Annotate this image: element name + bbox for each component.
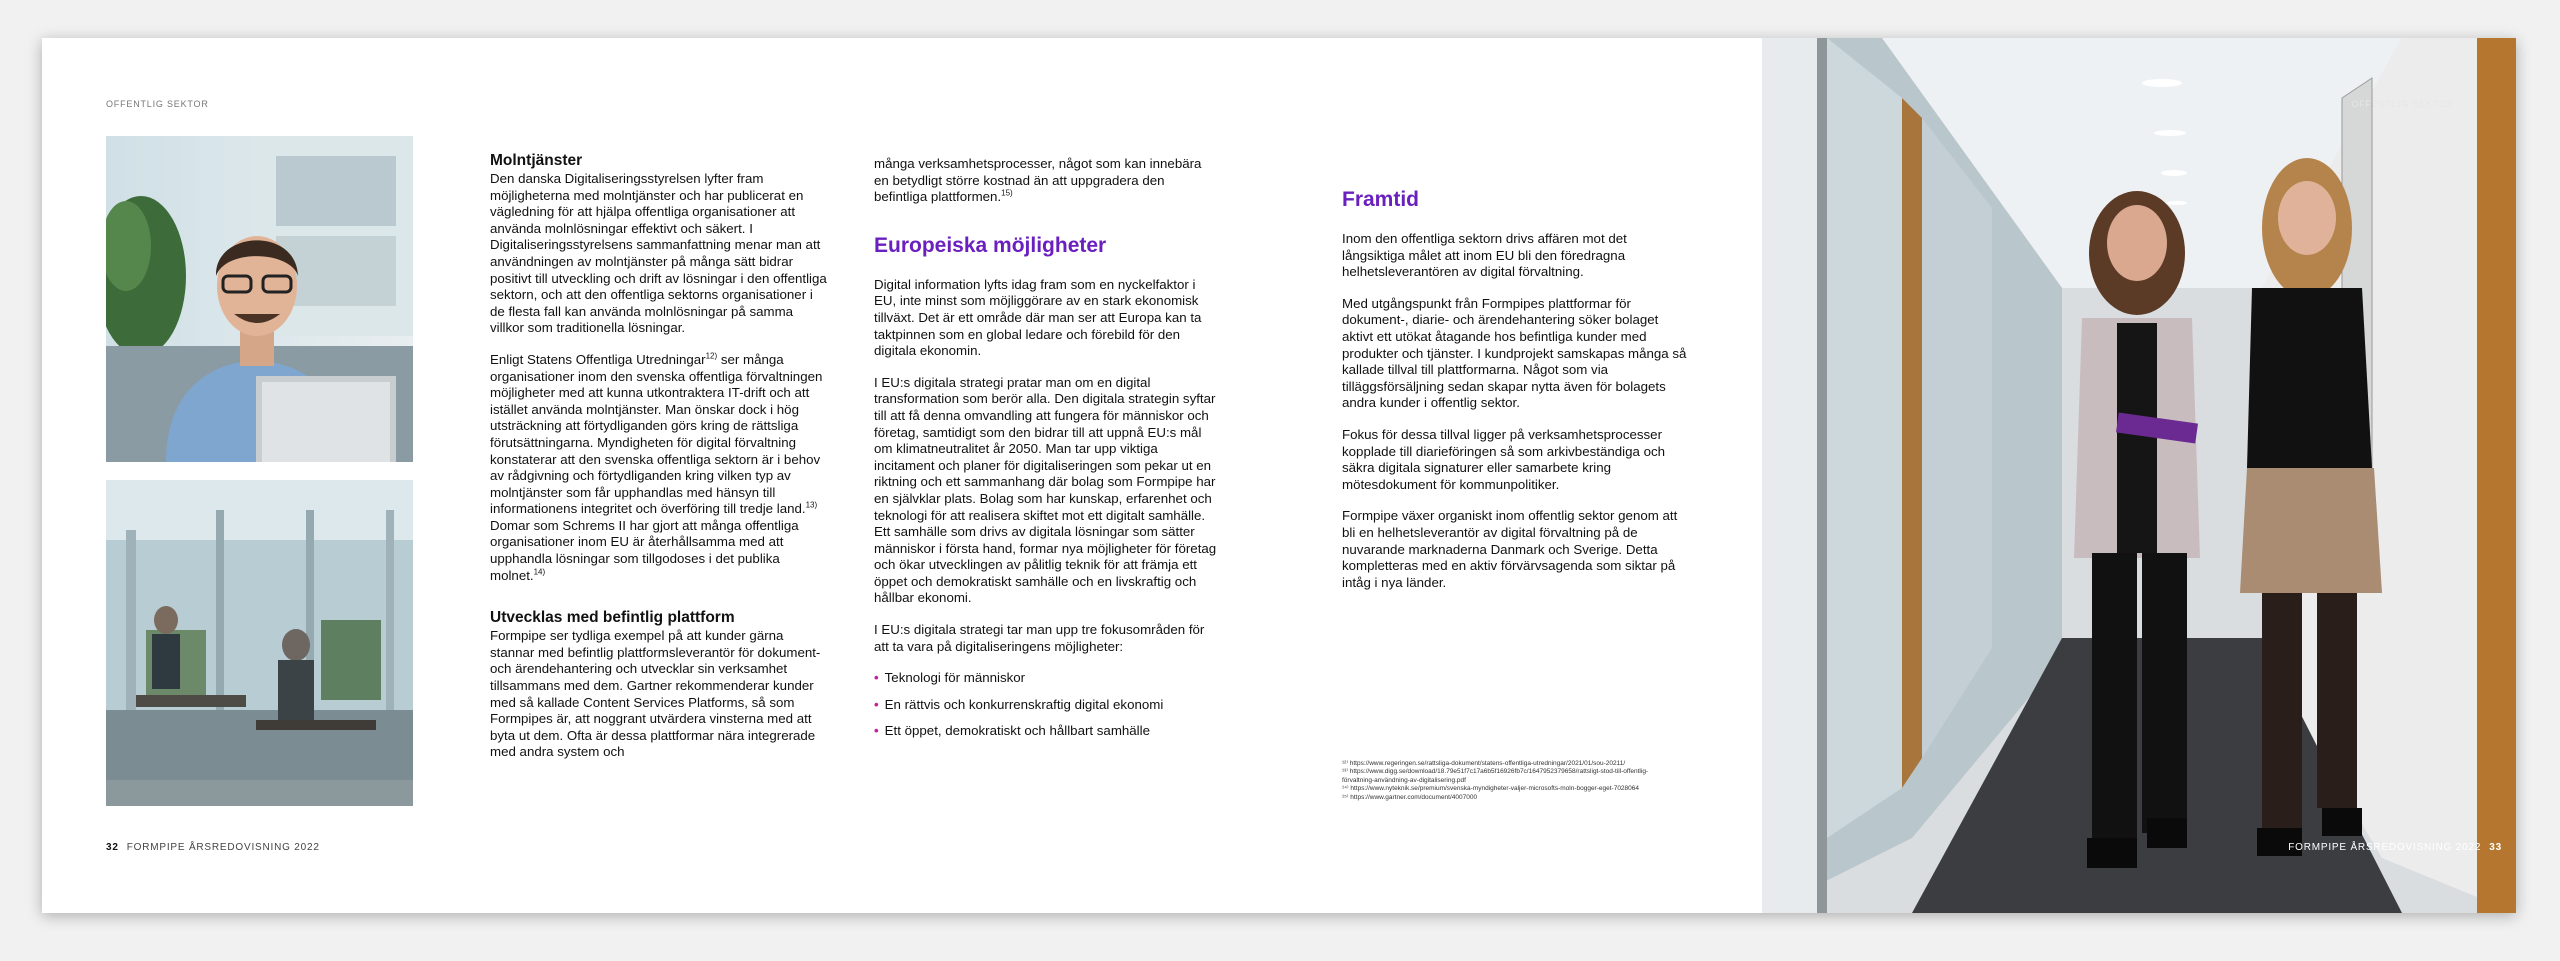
photo-office-glass bbox=[106, 480, 413, 806]
footer-right bbox=[2288, 842, 2502, 853]
photo-man-laptop bbox=[106, 136, 413, 462]
footnote: ¹³⁾ https://www.digg.se/download/18.79e51f7c17a6b5f16926fb7c/1647952379658/rattsligt-stod-till-offentlig- bbox=[1342, 768, 1649, 776]
section-tag-right: OFFENTLIG SEKTOR bbox=[2351, 99, 2454, 109]
list-item: • Teknologi för människor bbox=[874, 670, 1026, 686]
footer-title: FORMPIPE ÅRSREDOVISNING 2022 bbox=[126, 842, 320, 853]
footnote: ¹⁵⁾ https://www.gartner.com/document/4007000 bbox=[1342, 793, 1478, 801]
paragraph: Digital information lyfts idag fram som en nyckelfaktor i EU, inte minst som möjliggörare av en stark ekonomisk tillväxt. Det är ett område där man ser att Europa kan ta taktpinnen som en global ledare och förebild för den digitala ekonomin. bbox=[874, 276, 1202, 359]
list-item: • En rättvis och konkurrenskraftig digital ekonomi bbox=[874, 696, 1164, 712]
paragraph: Fokus för dessa tillval ligger på verksamhetsprocesser kopplade till diarieföringen så som arkivbeständiga och säkra digitala signaturer eller samarbete kring mötesdokument för kommunpolitiker. bbox=[1342, 426, 1666, 492]
heading-utvecklas: Utvecklas med befintlig plattform bbox=[490, 609, 735, 627]
footnotes bbox=[1342, 760, 1672, 802]
footnote: ¹²⁾ https://www.regeringen.se/rattsliga-dokument/statens-offentliga-utredningar/2021/01/sou-20211/ bbox=[1342, 760, 1626, 767]
footnote-ref: 15) bbox=[1001, 188, 1013, 198]
paragraph: många verksamhetsprocesser, något som kan innebära en betydligt större kostnad än att uppgradera den befintliga plattformen.$^{15)}$ bbox=[874, 156, 1202, 205]
footnote: förvaltning-användning-av-digitalisering.pdf bbox=[1342, 776, 1466, 784]
footnote-ref: 13) bbox=[805, 500, 818, 510]
paragraph: Med utgångspunkt från Formpipes plattformar för dokument-, diarie- och ärendehantering söker bolaget aktivt ett utökat åtagande hos befintliga kunder med produkter och tjänster. I kundprojekt samskapas många så kallade tillval till plattformarna. Något som via tilläggsförsäljning sedan skapar nytta även för bolagets andra kunder i offentlig sektor. bbox=[1342, 295, 1687, 411]
section-tag: OFFENTLIG SEKTOR bbox=[106, 99, 209, 109]
photo-two-women-corridor bbox=[1762, 38, 2516, 913]
heading-europeiska: Europeiska möjligheter bbox=[874, 233, 1107, 257]
paragraph: Formpipe växer organiskt inom offentlig sektor genom att bli en helhetsleverantör av digital förvaltning på de nuvarande marknaderna Danmark och Sverige. Detta kompletteras med en aktiv förvärvsagenda som siktar på intåg i nya länder. bbox=[1342, 508, 1678, 590]
page-number: 33 bbox=[2489, 842, 2502, 853]
footnote-ref: 12) bbox=[705, 351, 718, 361]
text-column-1 bbox=[490, 151, 830, 776]
footer-title: FORMPIPE ÅRSREDOVISNING 2022 bbox=[2288, 842, 2482, 853]
paragraph: I EU:s digitala strategi pratar man om en digital transformation som berör alla. Den digitala strategin syftar till att få denna omvandling att fungera för människor och företag, samtidigt som den bidrar till att uppnå EU:s mål om klimatneutralitet år 2050. Man tar upp viktiga incitament och planer för digitaliseringen som pekar ut en riktning och ett sammanhang där bolag som Formpipe har en självklar plats. Bolag som har kunskap, erfarenhet och teknologi för att realisera skiftet mot ett digitalt samhälle. Ett samhälle som drivs av digitala lösningar som sätter människor i första hand, formar nya möjligheter för företag och ökar utvecklingen av pålitlig teknik för att främja ett öppet och demokratiskt samhälle och en livskraftig och hållbar ekonomi. bbox=[874, 374, 1217, 606]
paragraph: Enligt Statens Offentliga Utredningar$^{12)}$ ser många organisationer inom den svenska offentliga förvaltningen möjligheter med att kunna utkontraktera IT-drift och att istället använda molntjänster. Man önskar dock i hög utsträckning att förtydliganden görs kring de rättsliga förutsättningarna. Myndigheten för digital förvaltning konstaterar att den svenska offentliga sektorn är i behov av rådgivning och förtydliganden kring vilken typ av molntjänster som får upphandlas med hänsyn till informationens integritet och överföring till tredje land.$^{13)}$ Domar som Schrems II har gjort att många offentliga organisationer inom EU är återhållsamma med att upphandla lösningar som tillgodoses i det publika molnet.$^{14)}$ bbox=[490, 351, 823, 583]
list-item: • Ett öppet, demokratiskt och hållbart samhälle bbox=[874, 723, 1150, 739]
heading-molntjanster: Molntjänster bbox=[490, 152, 583, 169]
page-number: 32 bbox=[106, 842, 119, 853]
paragraph: Den danska Digitaliseringsstyrelsen lyfter fram möjligheterna med molntjänster och har publicerat en vägledning för att hjälpa offentliga organisationer att använda molnlösningar effektivt och säkert. I Digitaliseringsstyrelsens sammanfattning menar man att användningen av molntjänster på många sätt bidrar positivt till utveckling och drift av lösningar i den offentliga sektorn, och att den offentliga sektorns organisationer i de flesta fall kan använda molnlösningar på samma villkor som traditionella lösningar. bbox=[490, 171, 827, 336]
footnote-ref: 14) bbox=[533, 567, 546, 577]
report-spread bbox=[42, 38, 2516, 913]
paragraph: Inom den offentliga sektorn drivs affären mot det långsiktiga målet att inom EU bli den föredragna helhetsleverantören av digital förvaltning. bbox=[1342, 231, 1627, 280]
focus-list bbox=[874, 670, 1219, 740]
heading-framtid: Framtid bbox=[1342, 188, 1420, 211]
text-column-2 bbox=[874, 156, 1219, 750]
text-column-3 bbox=[1342, 188, 1687, 606]
footer-left bbox=[106, 842, 320, 853]
paragraph: Formpipe ser tydliga exempel på att kunder gärna stannar med befintlig plattformsleverantör för dokument- och ärendehantering och utvecklar sin verksamhet tillsammans med dem. Gartner rekommenderar kunder med så kallade Content Services Platforms, så som Formpipes är, att noggrant utvärdera vinsterna med att byta ut dem. Ofta är dessa plattformar nära integrerade med andra system och bbox=[490, 628, 821, 760]
paragraph: I EU:s digitala strategi tar man upp tre fokusområden för att ta vara på digitaliseringens möjligheter: bbox=[874, 622, 1205, 654]
left-page bbox=[42, 38, 1762, 913]
footnote: ¹⁴⁾ https://www.nyteknik.se/premium/svenska-myndigheter-valjer-microsofts-moln-bogger-eget-7028064 bbox=[1342, 785, 1640, 793]
